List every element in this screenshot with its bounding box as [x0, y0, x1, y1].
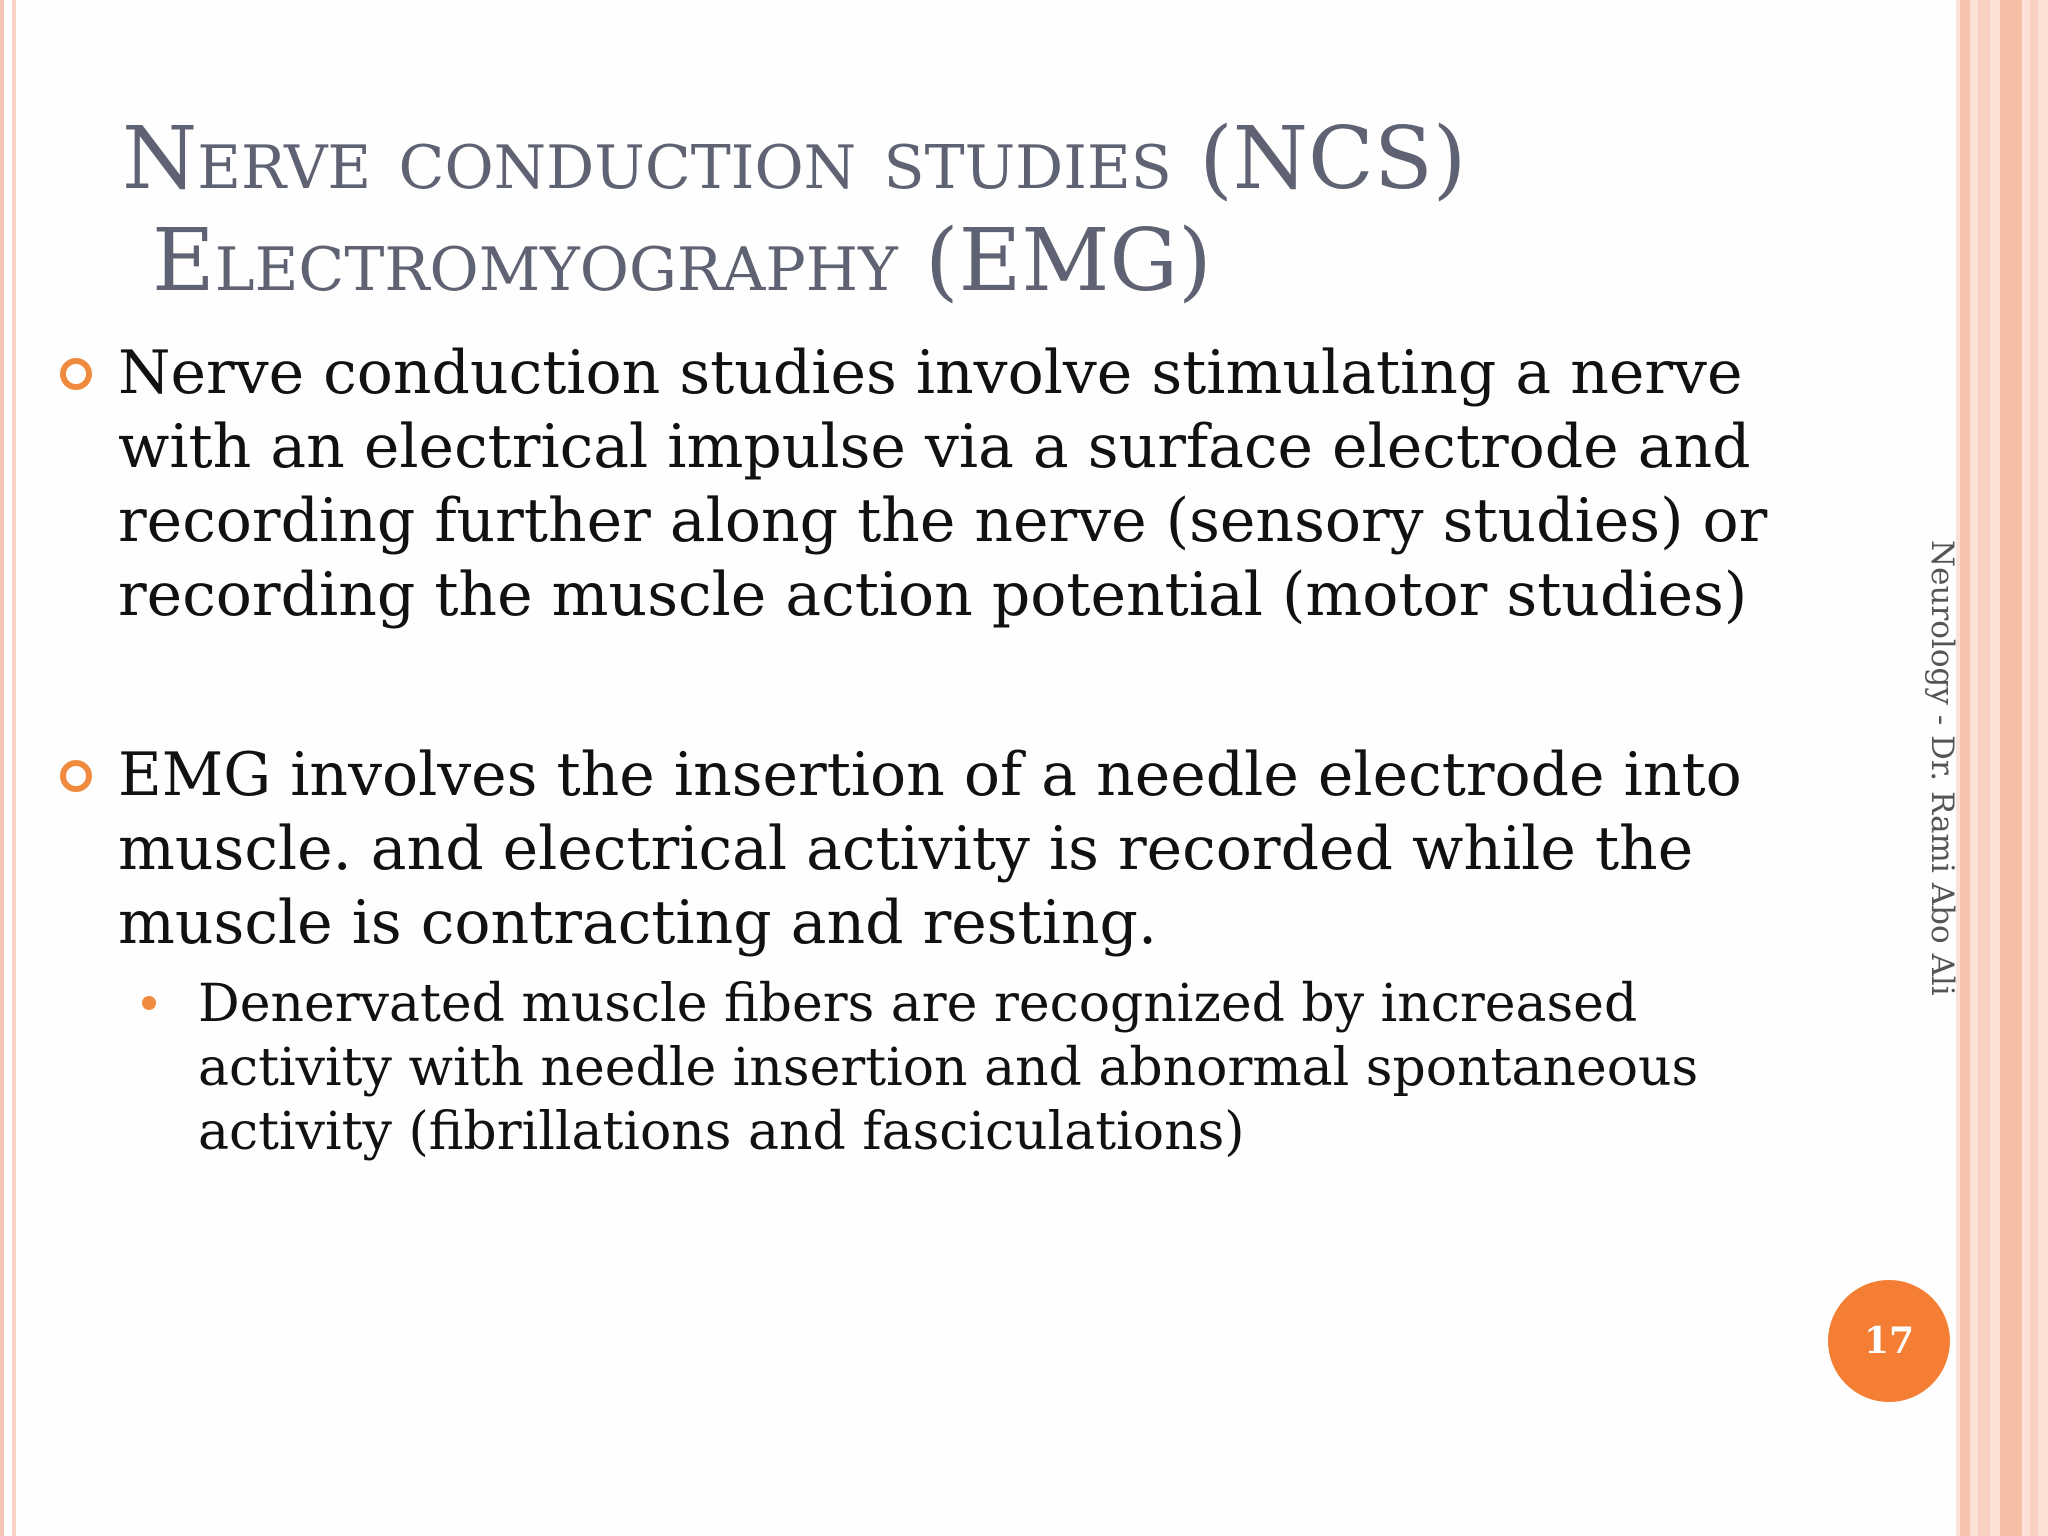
bullet-ncs-text: Nerve conduction studies involve stimulating a nerve with an electrical impulse via a surface electrode and recording further along the nerve (sensory studies) or recording the muscle action potential (motor studies): [118, 338, 1768, 630]
right-border-stripe-2: [1978, 0, 1990, 1536]
slide-title-line-1: Nerve conduction studies (NCS): [122, 109, 1467, 209]
bullet-ring-icon: [60, 760, 92, 792]
bullet-ncs: [60, 336, 1820, 636]
right-border-stripe-3: [2000, 0, 2022, 1536]
right-border-stripe-4: [2030, 0, 2038, 1536]
slide-title-line-2: Electromyography (EMG): [152, 211, 1212, 311]
left-border-line-inner: [12, 0, 16, 1536]
bullet-dot-icon: [142, 996, 156, 1010]
sub-bullet-denervated: [142, 972, 1802, 1172]
side-footer: Neurology - Dr. Rami Abo Ali: [1924, 540, 1960, 996]
bullet-ring-icon: [60, 358, 92, 390]
slide-title: [122, 108, 1822, 312]
sub-bullet-denervated-text: Denervated muscle fibers are recognized by increased activity with needle insertion and abnormal spontaneous activity (fibrillations and fasciculations): [198, 974, 1699, 1162]
page-number-badge: 17: [1828, 1280, 1950, 1402]
bullet-emg: [60, 738, 1820, 964]
bullet-emg-text: EMG involves the insertion of a needle electrode into muscle. and electrical activity is recorded while the muscle is contracting and resting.: [118, 740, 1742, 958]
left-border-line-outer: [0, 0, 4, 1536]
